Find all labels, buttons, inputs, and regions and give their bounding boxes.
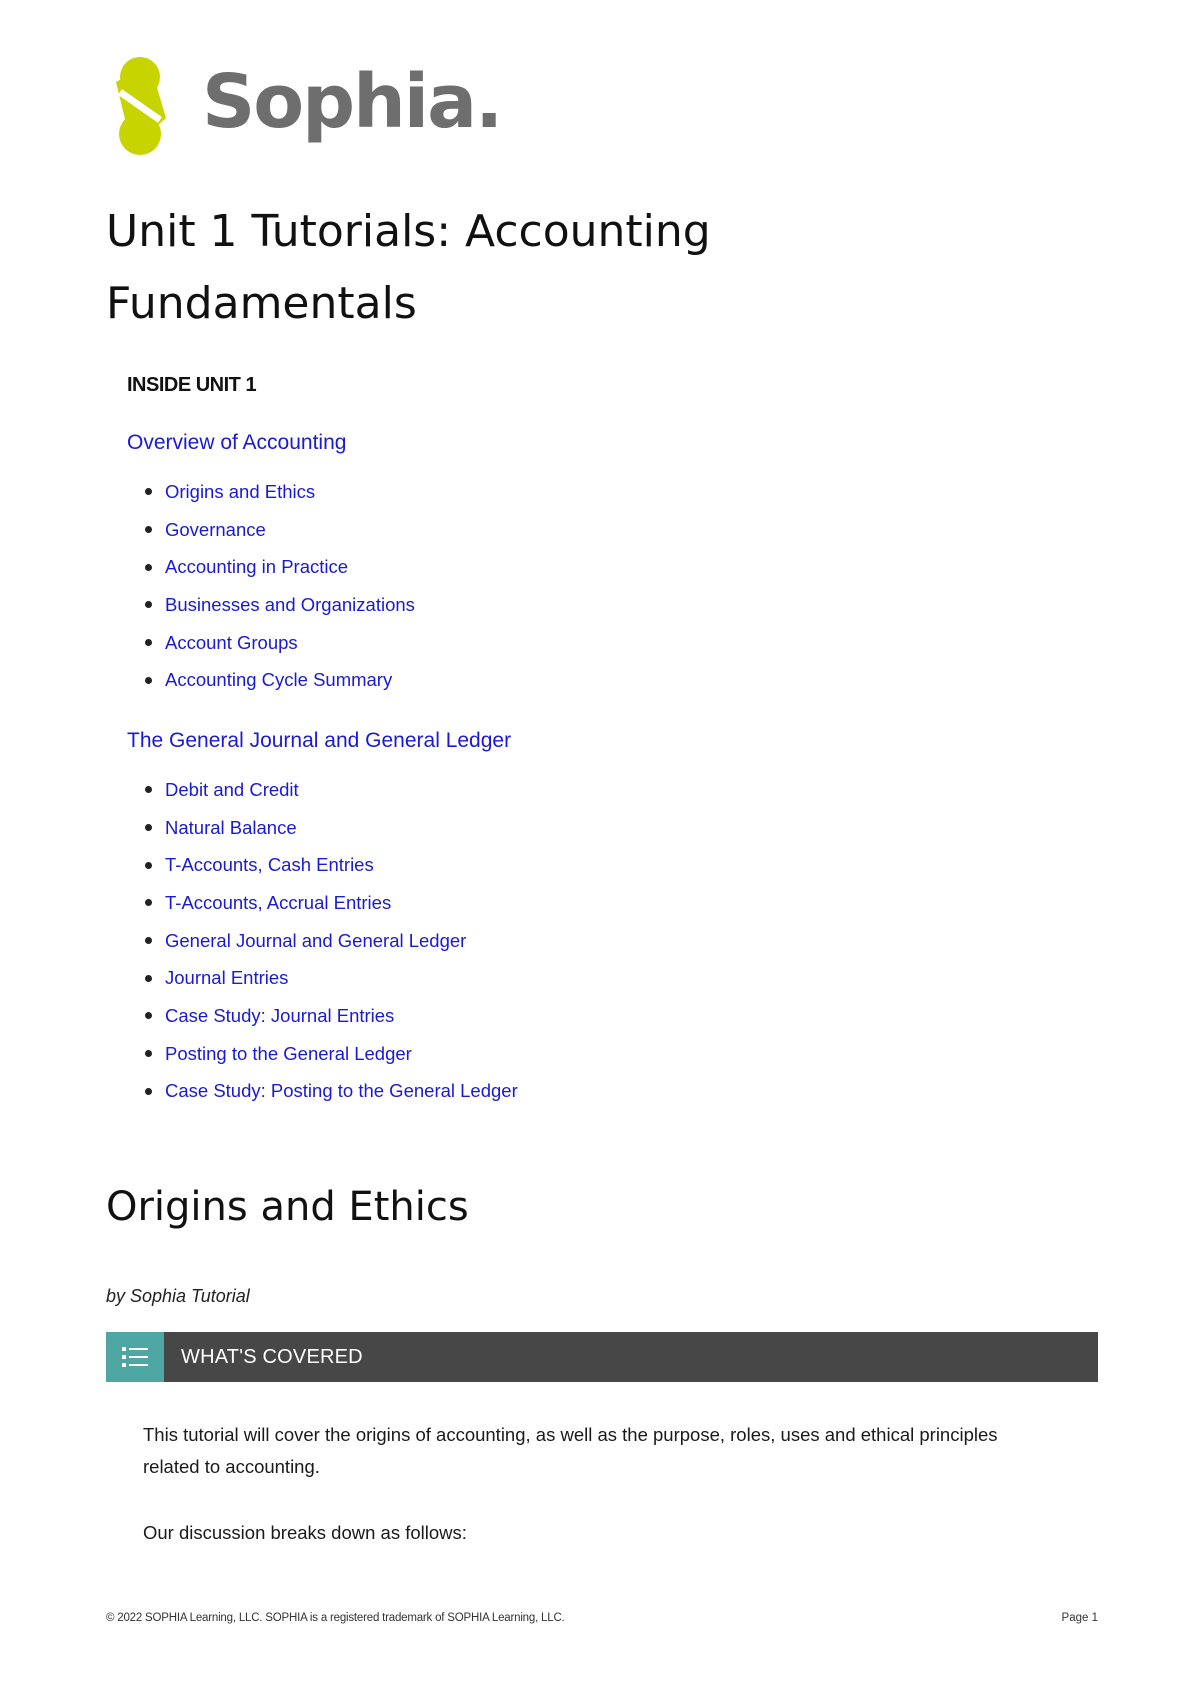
toc-item [145, 661, 415, 699]
bullet-icon [145, 564, 152, 571]
bullet-icon [145, 862, 152, 869]
lesson-breakdown-text: Our discussion breaks down as follows: [143, 1522, 467, 1543]
bullet-icon [145, 899, 152, 906]
unit-title-line2: Fundamentals [106, 278, 417, 329]
toc-link-posting-to-the-general-ledger[interactable]: Posting to the General Ledger [165, 1042, 412, 1064]
toc-item [145, 959, 518, 997]
logo-dot: . [475, 59, 502, 145]
logo-wordmark-text: Sophia [202, 59, 476, 145]
toc-link-journal-entries[interactable]: Journal Entries [165, 967, 289, 989]
toc-item [145, 548, 415, 586]
toc-item [145, 586, 415, 624]
bullet-icon [145, 975, 152, 982]
bullet-icon [145, 786, 152, 793]
bullet-icon [145, 1088, 152, 1095]
toc-section-general-journal-and-ledger[interactable]: The General Journal and General Ledger [127, 729, 512, 752]
bullet-icon [145, 1012, 152, 1019]
toc-section-overview-of-accounting[interactable]: Overview of Accounting [127, 431, 347, 454]
toc-list-general-journal [145, 771, 518, 1110]
list-icon [106, 1332, 164, 1382]
unit-title-line1: Unit 1 Tutorials: Accounting [106, 206, 711, 257]
lesson-intro-text: This tutorial will cover the origins of accounting, as well as the purpose, roles, uses and ethical principles related to accounting. [143, 1424, 998, 1477]
toc-item [145, 624, 415, 662]
toc-item [145, 473, 415, 511]
toc-link-t-accounts-accrual-entries[interactable]: T-Accounts, Accrual Entries [165, 891, 392, 913]
toc-item [145, 511, 415, 549]
inside-unit-label: INSIDE UNIT 1 [127, 374, 257, 396]
logo-wordmark [202, 59, 502, 145]
toc-item [145, 1035, 518, 1073]
bullet-icon [145, 601, 152, 608]
footer-page-number: Page 1 [1061, 1612, 1098, 1624]
bullet-icon [145, 1050, 152, 1057]
sophia-logo [104, 56, 501, 156]
footer-copyright: © 2022 SOPHIA Learning, LLC. SOPHIA is a registered trademark of SOPHIA Learning, LLC. [106, 1612, 565, 1624]
lesson-title: Origins and Ethics [106, 1184, 469, 1230]
toc-item [145, 922, 518, 960]
whats-covered-header [106, 1332, 1098, 1382]
toc-link-case-study-journal-entries[interactable]: Case Study: Journal Entries [165, 1004, 395, 1026]
bullet-icon [145, 677, 152, 684]
toc-link-origins-and-ethics[interactable]: Origins and Ethics [165, 480, 316, 502]
toc-link-general-journal-and-general-ledger[interactable]: General Journal and General Ledger [165, 929, 467, 951]
toc-link-accounting-in-practice[interactable]: Accounting in Practice [165, 556, 349, 578]
toc-link-debit-and-credit[interactable]: Debit and Credit [165, 778, 299, 800]
toc-item [145, 1073, 518, 1111]
bullet-icon [145, 488, 152, 495]
toc-item [145, 846, 518, 884]
bullet-icon [145, 937, 152, 944]
bullet-icon [145, 526, 152, 533]
unit-title [106, 196, 1006, 340]
toc-link-businesses-and-organizations[interactable]: Businesses and Organizations [165, 593, 415, 615]
lesson-byline: by Sophia Tutorial [106, 1286, 250, 1306]
toc-link-account-groups[interactable]: Account Groups [165, 631, 298, 653]
bullet-icon [145, 824, 152, 831]
toc-link-accounting-cycle-summary[interactable]: Accounting Cycle Summary [165, 669, 393, 691]
toc-item [145, 997, 518, 1035]
toc-item [145, 809, 518, 847]
toc-link-natural-balance[interactable]: Natural Balance [165, 816, 297, 838]
whats-covered-label: WHAT'S COVERED [181, 1345, 363, 1368]
toc-link-t-accounts-cash-entries[interactable]: T-Accounts, Cash Entries [165, 854, 374, 876]
toc-list-overview [145, 473, 415, 699]
bullet-icon [145, 639, 152, 646]
toc-item [145, 884, 518, 922]
sophia-logo-icon [104, 56, 176, 156]
toc-link-governance[interactable]: Governance [165, 518, 266, 540]
toc-item [145, 771, 518, 809]
toc-link-case-study-posting-to-the-general-ledger[interactable]: Case Study: Posting to the General Ledger [165, 1080, 518, 1102]
